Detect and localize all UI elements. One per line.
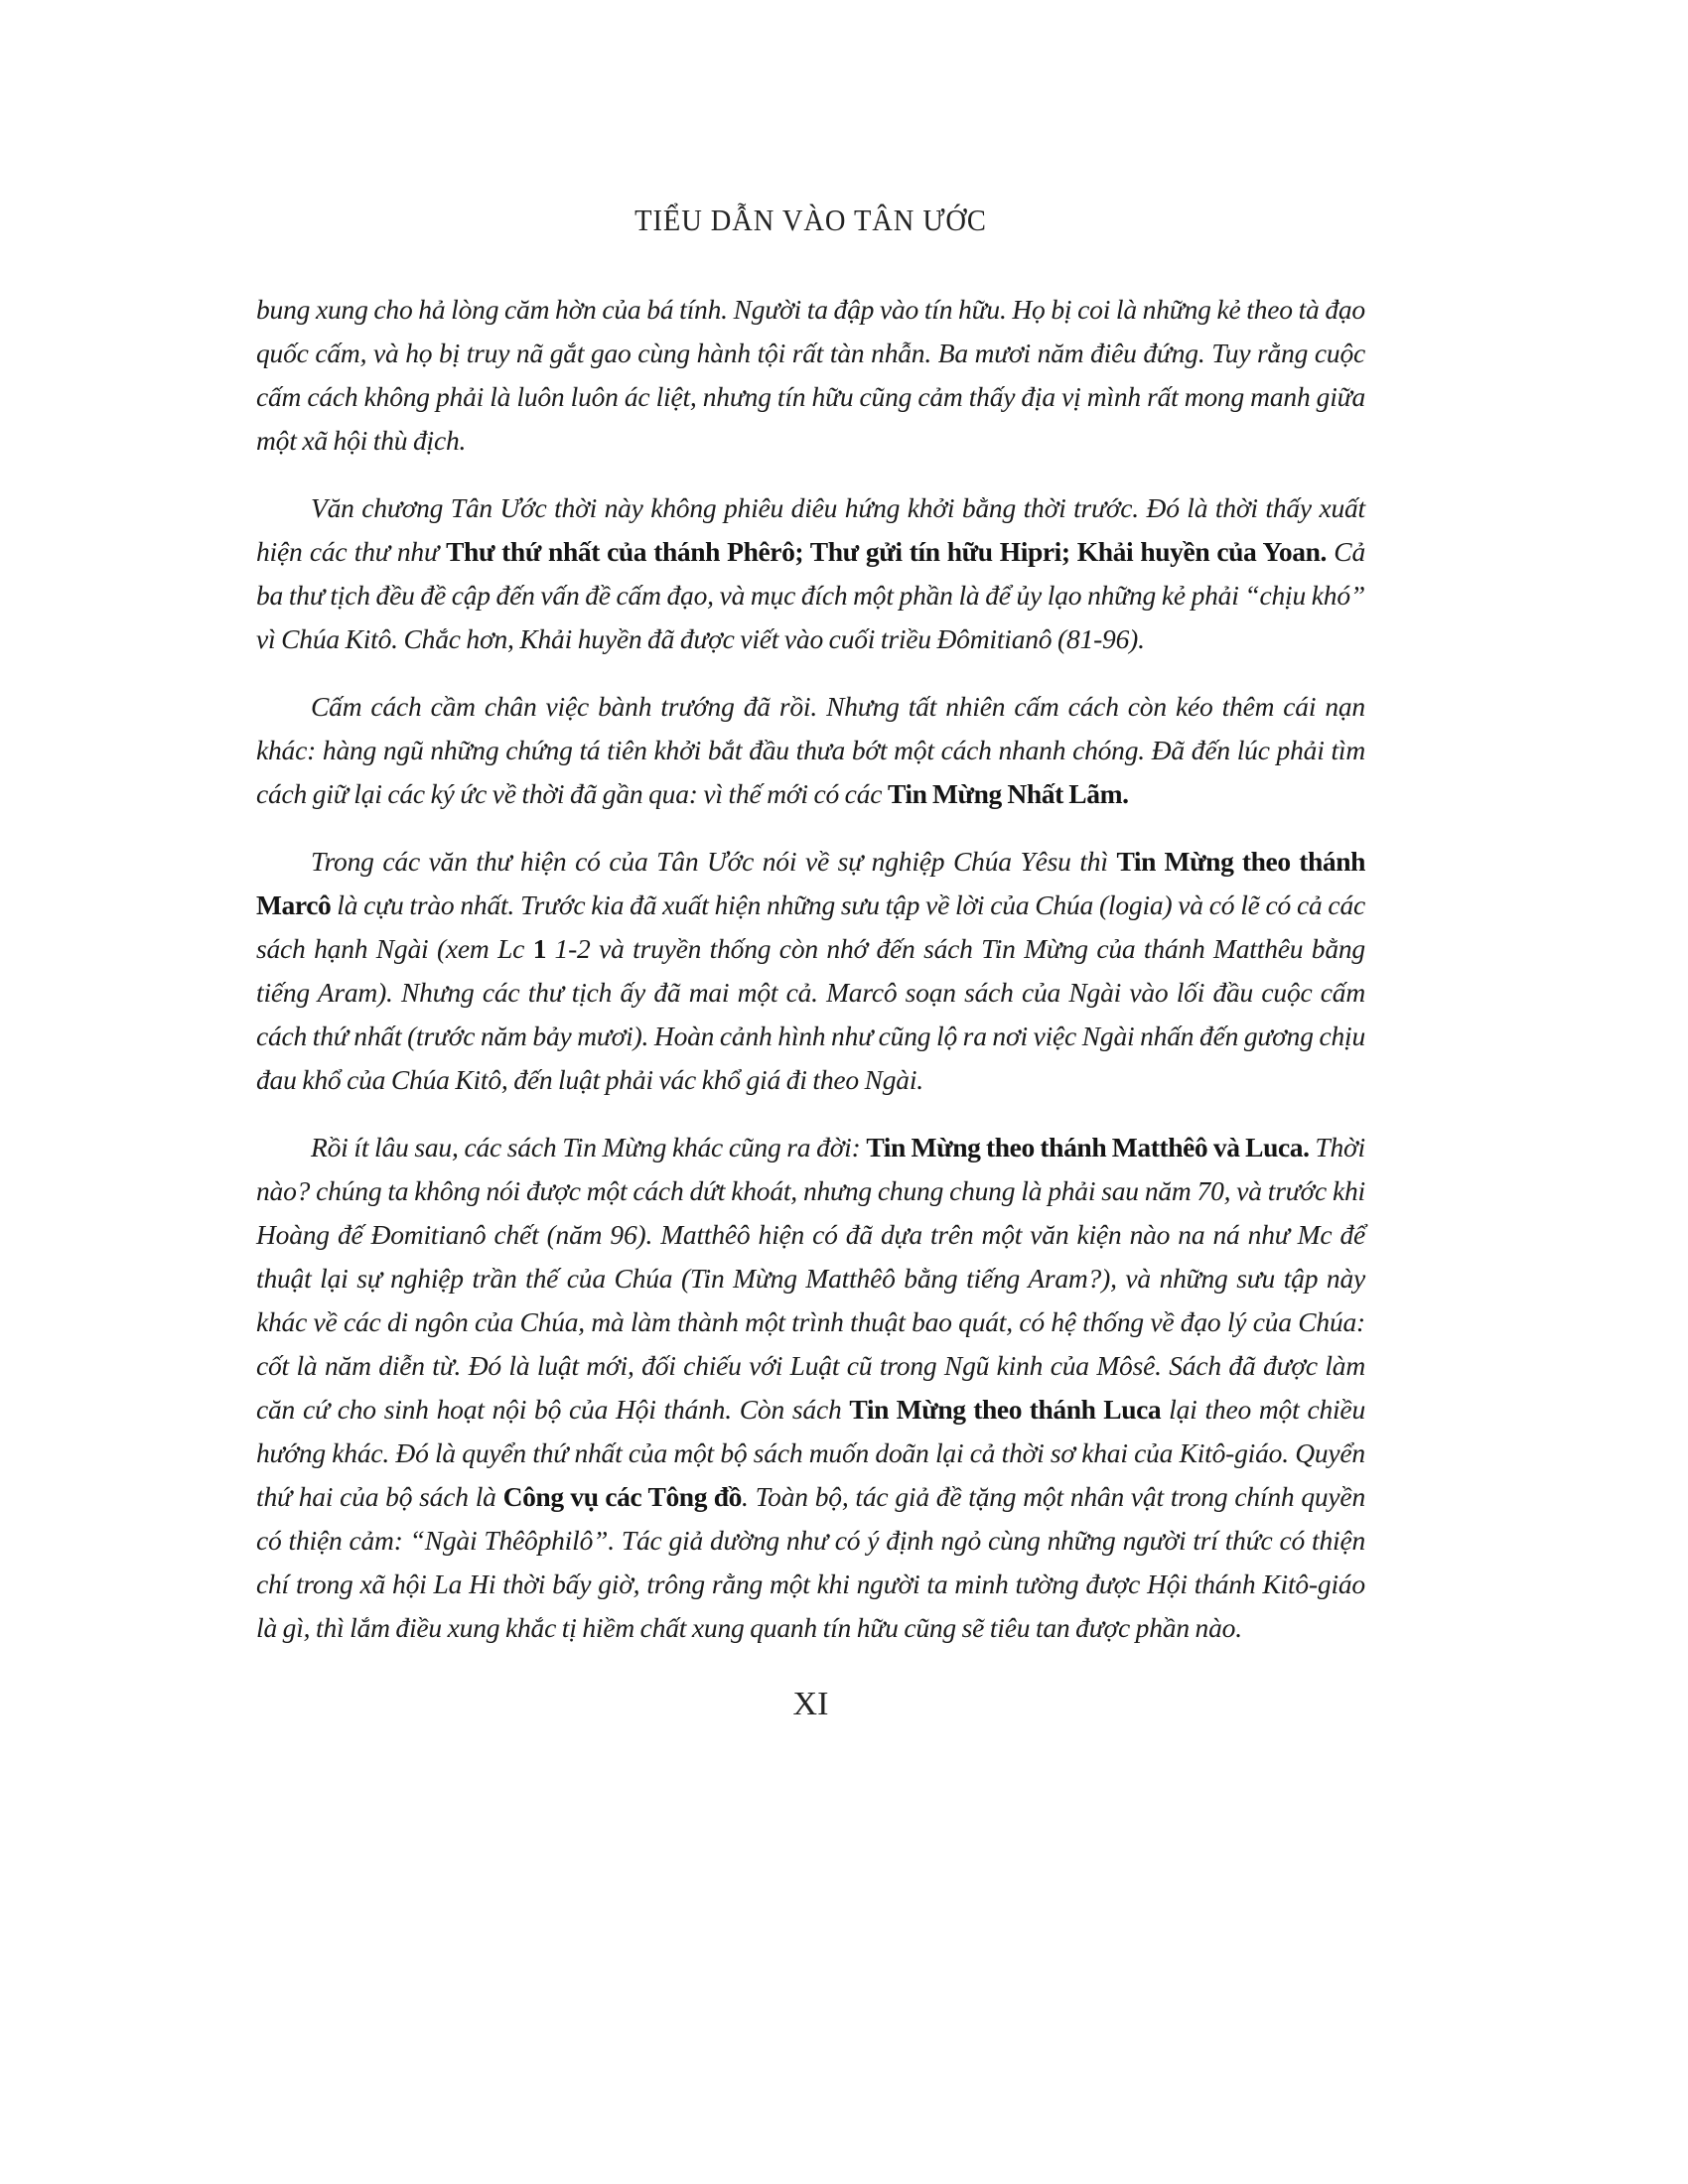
- italic-text-run: 1-2 và truyền thống còn nhớ đến sách Tin Mừng của thánh Matthêu bằng tiếng Aram). Nhưng các thư tịch ấy đã mai một cả. Marcô soạn sách của Ngài vào lối đầu cuộc cấm cách thứ nhất (trước năm bảy mươi). Hoàn cảnh hình như cũng lộ ra nơi việc Ngài nhấn đến gương chịu đau khổ của Chúa Kitô, đến luật phải vác khổ giá đi theo Ngài.: [256, 933, 1365, 1095]
- bold-text-run: Công vụ các Tông đồ: [502, 1481, 743, 1512]
- italic-text-run: bung xung cho hả lòng căm hờn của bá tính. Người ta đập vào tín hữu. Họ bị coi là những kẻ theo tà đạo quốc cấm, và họ bị truy nã gắt gao cùng hành tội rất tàn nhẫn. Ba mươi năm điêu đứng. Tuy rằng cuộc cấm cách không phải là luôn luôn ác liệt, nhưng tín hữu cũng cảm thấy địa vị mình rất mong manh giữa một xã hội thù địch.: [256, 294, 1365, 456]
- italic-text-run: là cựu trào nhất. Trước kia đã xuất hiện những sưu tập về lời của Chúa (logia) và có lẽ có cả các sách hạnh Ngài (xem Lc: [256, 889, 1365, 964]
- italic-text-run: Cấm cách cầm chân việc bành trướng đã rồi. Nhưng tất nhiên cấm cách còn kéo thêm cái nạn khác: hàng ngũ những chứng tá tiên khởi bắt đầu thưa bớt một cách nhanh chóng. Đã đến lúc phải tìm cách giữ lại các ký ức về thời đã gần qua: vì thế mới có các: [256, 691, 1365, 809]
- paragraph: [256, 486, 1365, 661]
- italic-text-run: Trong các văn thư hiện có của Tân Ước nói về sự nghiệp Chúa Yêsu thì: [311, 846, 1117, 877]
- paragraph: [256, 685, 1365, 816]
- bold-text-run: Tin Mừng theo thánh Matthêô và Luca.: [866, 1132, 1310, 1162]
- paragraph: [256, 840, 1365, 1102]
- bold-text-run: Thư thứ nhất của thánh Phêrô; Thư gửi tín hữu Hipri; Khải huyền của Yoan.: [446, 536, 1327, 567]
- bold-text-run: Tin Mừng Nhất Lãm.: [887, 778, 1129, 809]
- paragraph: [256, 1126, 1365, 1650]
- bold-text-run: 1: [532, 933, 547, 964]
- bold-text-run: Tin Mừng theo thánh Luca: [849, 1394, 1162, 1425]
- italic-text-run: Thời nào? chúng ta không nói được một cách dứt khoát, nhưng chung chung là phải sau năm 70, và trước khi Hoàng đế Đomitianô chết (năm 96). Matthêô hiện có đã dựa trên một văn kiện nào na ná như Mc để thuật lại sự nghiệp trần thế của Chúa (Tin Mừng Matthêô bằng tiếng Aram?), và những sưu tập này khác về các di ngôn của Chúa, mà làm thành một trình thuật bao quát, có hệ thống về đạo lý của Chúa: cốt là năm diễn từ. Đó là luật mới, đối chiếu với Luật cũ trong Ngũ kinh của Môsê. Sách đã được làm căn cứ cho sinh hoạt nội bộ của Hội thánh. Còn sách: [256, 1132, 1365, 1425]
- running-header: TIỂU DẪN VÀO TÂN ƯỚC: [634, 203, 987, 237]
- bold-text-run: Tin Mừng theo thánh Marcô: [256, 846, 1365, 920]
- italic-text-run: Văn chương Tân Ước thời này không phiêu diêu hứng khởi bằng thời trước. Đó là thời thấy xuất hiện các thư như: [256, 492, 1365, 567]
- italic-text-run: Cả ba thư tịch đều đề cập đến vấn đề cấm đạo, và mục đích một phần là để ủy lạo những kẻ phải “chịu khó” vì Chúa Kitô. Chắc hơn, Khải huyền đã được viết vào cuối triều Đômitianô (81-96).: [256, 536, 1366, 654]
- italic-text-run: lại theo một chiều hướng khác. Đó là quyển thứ nhất của một bộ sách muốn doãn lại cả thời sơ khai của Kitô-giáo. Quyển thứ hai của bộ sách là: [256, 1394, 1365, 1512]
- italic-text-run: Rồi ít lâu sau, các sách Tin Mừng khác cũng ra đời:: [311, 1132, 867, 1162]
- italic-text-run: . Toàn bộ, tác giả đề tặng một nhân vật trong chính quyền có thiện cảm: “Ngài Thêôphilô”. Tác giả dường như có ý định ngỏ cùng những người trí thức có thiện chí trong xã hội La Hi thời bấy giờ, trông rằng một khi người ta minh tường được Hội thánh Kitô-giáo là gì, thì lắm điều xung khắc tị hiềm chất xung quanh tín hữu cũng sẽ tiêu tan được phần nào.: [256, 1481, 1365, 1643]
- text-content: [256, 288, 1365, 1650]
- page-body: [256, 288, 1365, 1723]
- paragraph: [256, 288, 1365, 463]
- page-number: XI: [792, 1686, 829, 1722]
